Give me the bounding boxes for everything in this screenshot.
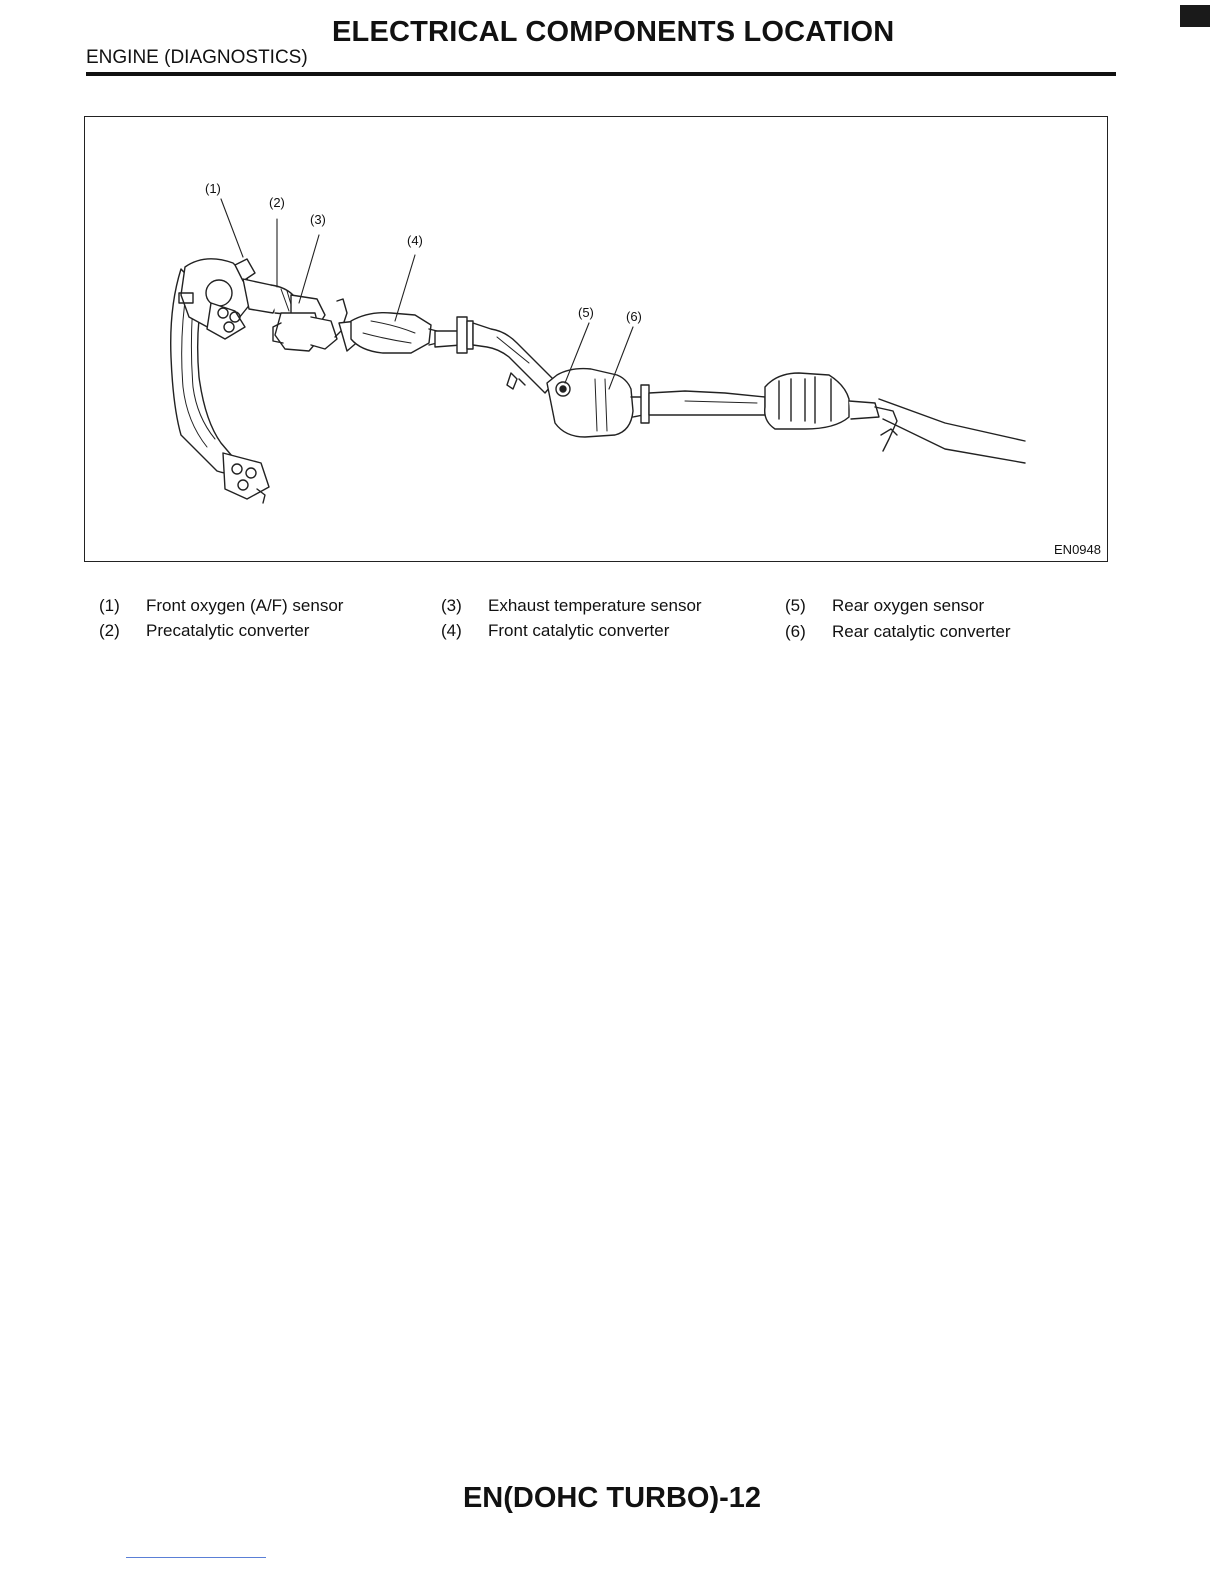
- footer-divider: [126, 1557, 266, 1558]
- corner-scan-mark: [1180, 5, 1210, 27]
- callout-3: (3): [310, 212, 326, 227]
- page-title: ELECTRICAL COMPONENTS LOCATION: [332, 16, 895, 48]
- page-number: EN(DOHC TURBO)-12: [462, 1482, 762, 1514]
- exhaust-system-illustration: [85, 117, 1107, 561]
- legend-label: Front oxygen (A/F) sensor: [146, 596, 344, 615]
- figure-code: EN0948: [1054, 542, 1101, 557]
- legend-number: (1): [99, 596, 120, 615]
- legend-label: Front catalytic converter: [488, 621, 670, 640]
- callout-4: (4): [407, 233, 423, 248]
- legend-number: (5): [785, 596, 806, 615]
- legend-label: Precatalytic converter: [146, 621, 310, 640]
- legend-number: (3): [441, 596, 462, 615]
- legend-number: (6): [785, 622, 806, 641]
- callout-2: (2): [269, 195, 285, 210]
- callout-1: (1): [205, 181, 221, 196]
- callout-6: (6): [626, 309, 642, 324]
- legend-number: (2): [99, 621, 120, 640]
- legend-number: (4): [441, 621, 462, 640]
- header-rule: [86, 72, 1116, 76]
- section-label: ENGINE (DIAGNOSTICS): [86, 47, 308, 68]
- callout-5: (5): [578, 305, 594, 320]
- legend-label: Rear oxygen sensor: [832, 596, 985, 615]
- exhaust-system-figure: [84, 116, 1108, 562]
- legend-label: Exhaust temperature sensor: [488, 596, 702, 615]
- legend-label: Rear catalytic converter: [832, 622, 1011, 641]
